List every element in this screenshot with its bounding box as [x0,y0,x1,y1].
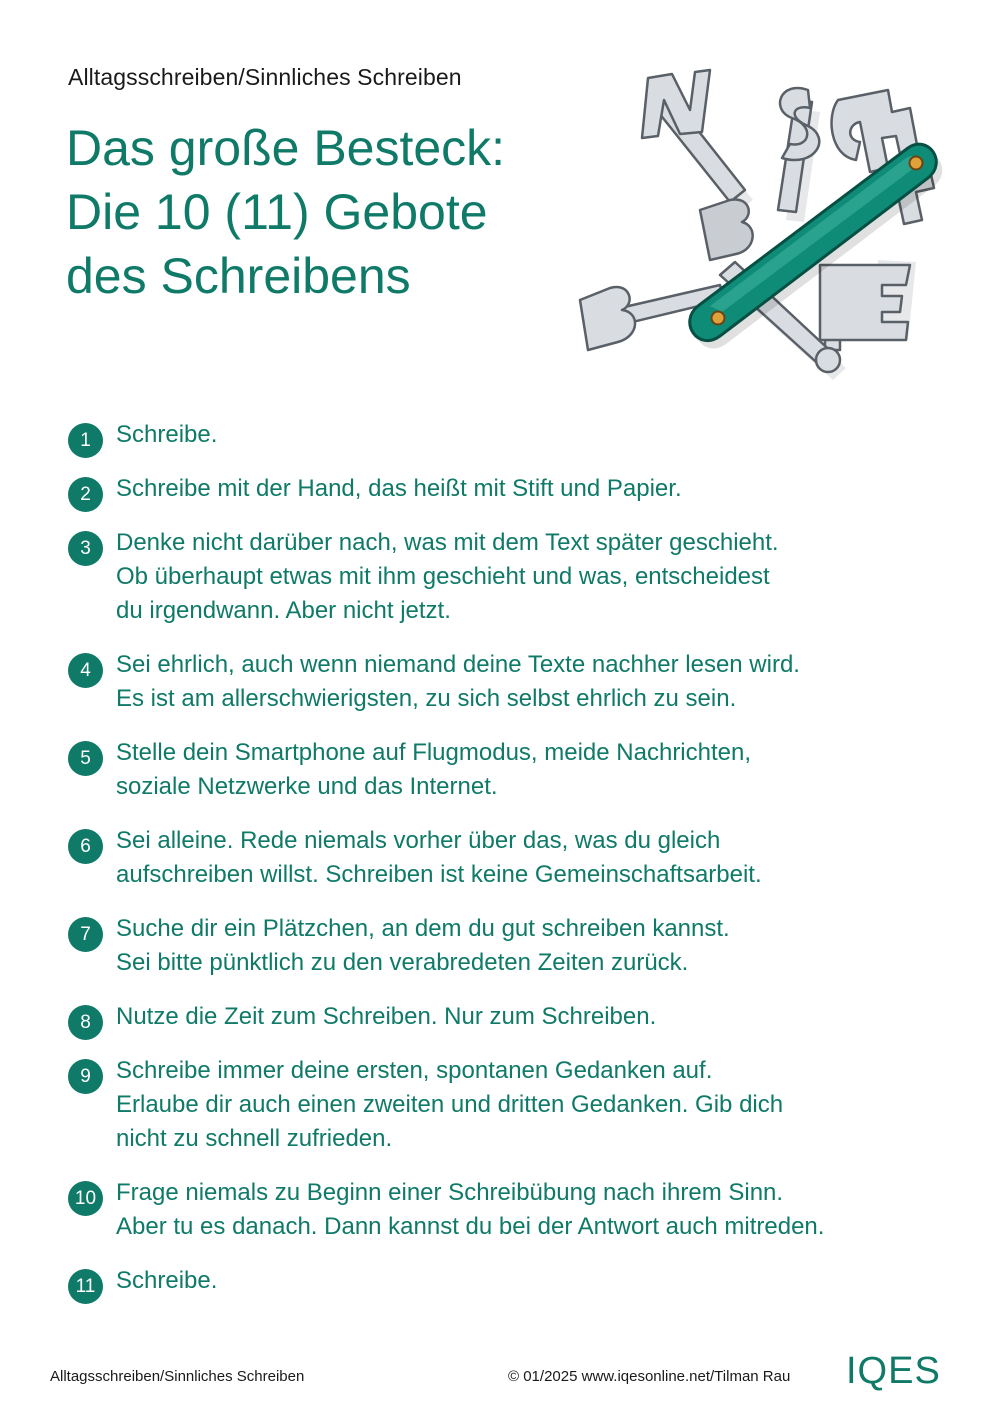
rule-number-badge: 4 [68,653,103,688]
rule-text: Denke nicht darüber nach, was mit dem Text später geschieht. Ob überhaupt etwas mit ihm geschieht und was, entscheidest du irgendwann. Aber nicht jetzt. [116,529,779,624]
rule-number-badge: 10 [68,1181,103,1216]
tool-b-letter [580,287,635,350]
rule-number-badge: 8 [68,1005,103,1040]
footer-series-label: Alltagsschreiben/Sinnliches Schreiben [50,1368,305,1385]
rule-text: Schreibe. [116,421,218,448]
title-line: Die 10 (11) Gebote [66,184,488,240]
list-item [68,912,948,980]
rule-number-badge: 5 [68,741,103,776]
list-item [68,418,948,452]
list-item [68,648,948,716]
list-item [68,736,948,804]
rivet [910,157,923,170]
rule-number-badge: 2 [68,477,103,512]
list-item [68,1000,948,1034]
list-item [68,1264,948,1298]
rule-text: Schreibe mit der Hand, das heißt mit Stift und Papier. [116,475,682,502]
rule-text: Sei ehrlich, auch wenn niemand deine Texte nachher lesen wird. Es ist am allerschwierigsten, zu sich selbst ehrlich zu sein. [116,651,800,712]
list-item [68,824,948,892]
rule-number-badge: 11 [68,1269,103,1304]
list-item [68,1176,948,1244]
rule-text: Sei alleine. Rede niemals vorher über das, was du gleich aufschreiben willst. Schreiben ist keine Gemeinschaftsarbeit. [116,827,762,888]
rule-text: Frage niemals zu Beginn einer Schreibübung nach ihrem Sinn. Aber tu es danach. Dann kannst du bei der Antwort auch mitreden. [116,1179,825,1240]
list-item [68,526,948,628]
tool-e-letter [820,265,910,340]
rule-text: Schreibe immer deine ersten, spontanen Gedanken auf. Erlaube dir auch einen zweiten und dritten Gedanken. Gib dich nicht zu schnell zufrieden. [116,1057,784,1152]
rule-text: Schreibe. [116,1267,218,1294]
iqes-logo: IQES [846,1350,941,1392]
rule-text: Nutze die Zeit zum Schreiben. Nur zum Schreiben. [116,1003,657,1030]
tool-n-letter [642,70,710,138]
rule-number-badge: 7 [68,917,103,952]
kicker: Alltagsschreiben/Sinnliches Schreiben [68,64,462,90]
rule-text: Suche dir ein Plätzchen, an dem du gut schreiben kannst. Sei bitte pünktlich zu den verabredeten Zeiten zurück. [116,915,730,976]
rule-number-badge: 9 [68,1059,103,1094]
title-line: Das große Besteck: [66,120,506,176]
rule-number-badge: 1 [68,423,103,458]
rule-number-badge: 3 [68,531,103,566]
page-title [66,116,505,308]
tool-b2-letter [700,199,753,260]
rule-text: Stelle dein Smartphone auf Flugmodus, meide Nachrichten, soziale Netzwerke und das Internet. [116,739,752,800]
title-line: des Schreibens [66,248,411,304]
list-item [68,472,948,506]
rule-number-badge: 6 [68,829,103,864]
list-item [68,1054,948,1156]
pocket-knife-icon [570,60,970,390]
rules-list [68,418,948,1298]
rivet [712,312,725,325]
footer-copyright: © 01/2025 www.iqesonline.net/Tilman Rau [508,1368,791,1385]
